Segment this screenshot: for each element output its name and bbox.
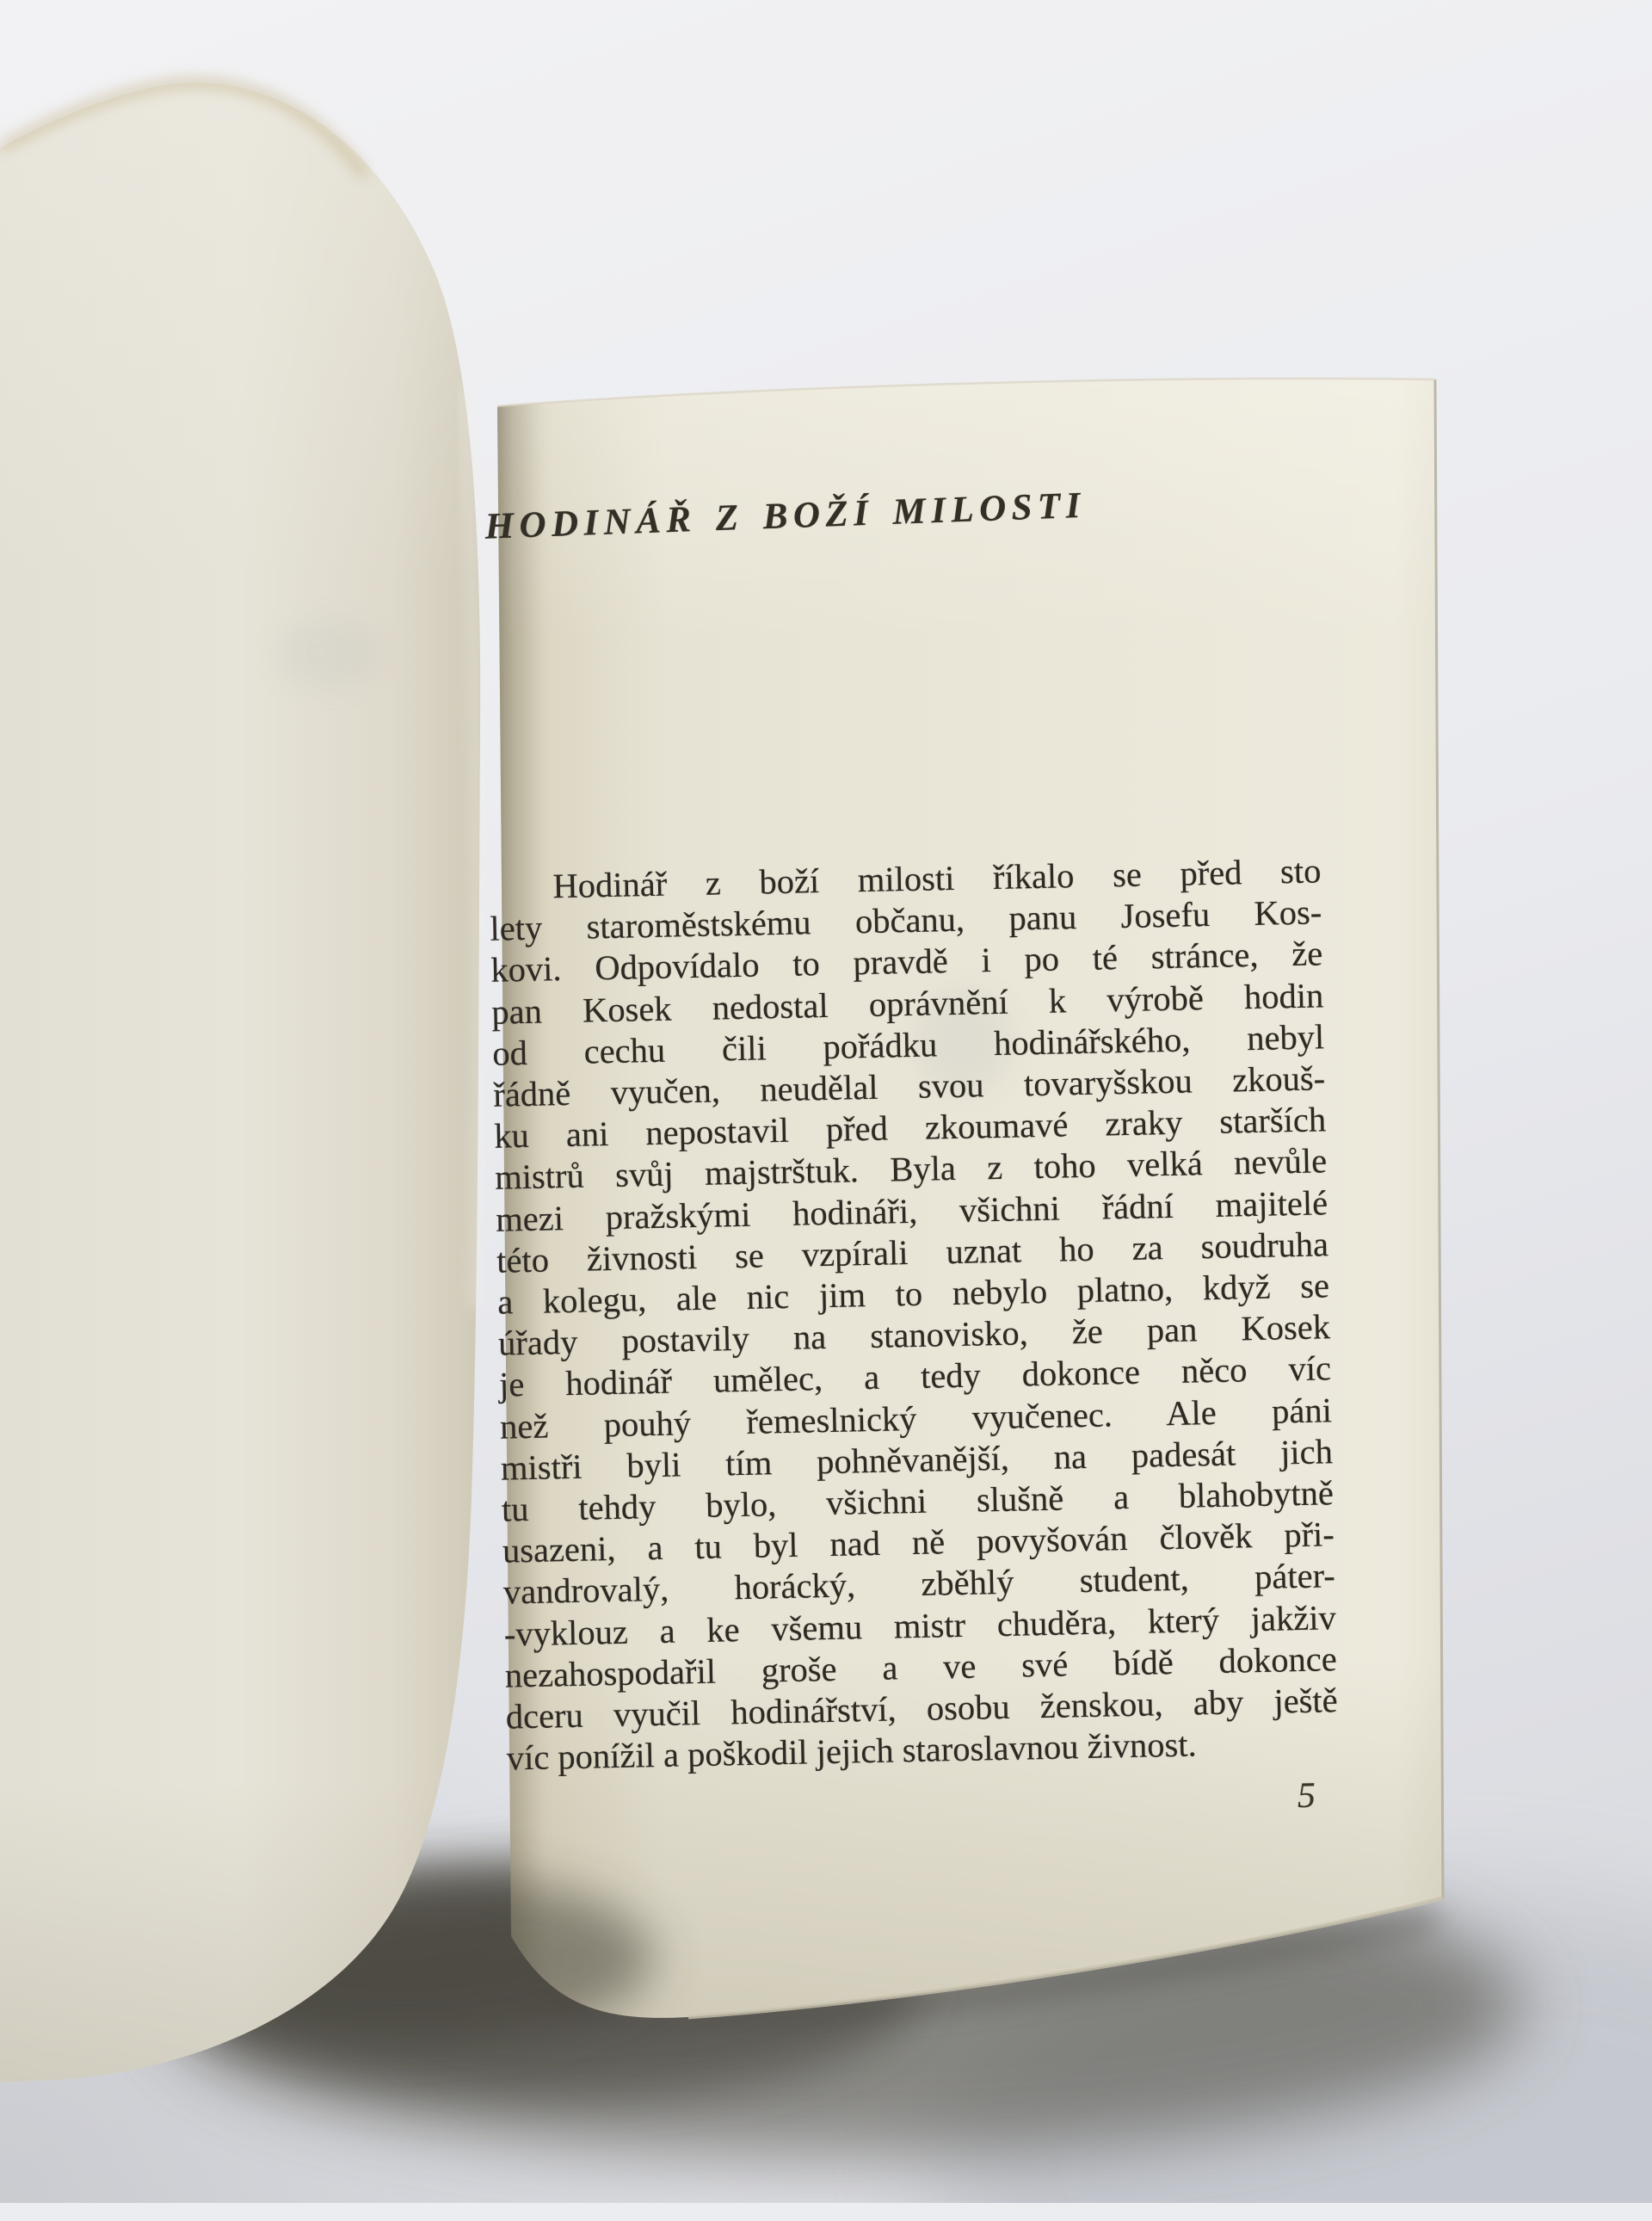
text-line: je hodinář umělec, a tedy dokonce něco víc <box>498 1348 1332 1405</box>
text-line: nezahospodařil groše a ve své bídě dokonce <box>504 1639 1338 1695</box>
text-line: usazeni, a tu byl nad ně povyšován člověk při- <box>502 1515 1335 1570</box>
curled-page-shading <box>0 83 480 2082</box>
text-line: mistrů svůj majstrštuk. Byla z toho velká nevůle <box>494 1141 1328 1198</box>
text-line: dceru vyučil hodinářství, osobu ženskou, aby ještě <box>505 1681 1339 1737</box>
page-number: 5 <box>1297 1775 1316 1817</box>
text-line: mistři byli tím pohněvanější, na padesát jich <box>500 1432 1334 1488</box>
text-line: vandrovalý, horácký, zběhlý student, páter- <box>502 1556 1336 1613</box>
text-line: ku ani nepostavil před zkoumavé zraky starších <box>493 1100 1327 1156</box>
right-page-shading <box>494 379 1443 2018</box>
text-line: této živnosti se vzpírali uznat ho za soudruha <box>496 1225 1329 1280</box>
text-line: od cechu čili pořádku hodinářského, nebyl <box>491 1017 1325 1073</box>
text-line: víc ponížil a poškodil jejich staroslavnou živnost. <box>506 1724 1198 1778</box>
text-line: úřady postavily na stanovisko, že pan Kosek <box>497 1307 1331 1363</box>
text-line: než pouhý řemeslnický vyučenec. Ale páni <box>499 1390 1333 1447</box>
text-line: Hodinář z boží milosti říkalo se před sto <box>552 851 1322 906</box>
text-line: a kolegu, ale nic jim to nebylo platno, když se <box>496 1266 1330 1322</box>
text-line: mezi pražskými hodináři, všichni řádní majitelé <box>495 1182 1328 1239</box>
page-showthrough-smudge <box>275 620 379 688</box>
text-line: kovi. Odpovídalo to pravdě i po té stránce, že <box>490 934 1323 990</box>
chapter-title: HODINÁŘ Z BOŽÍ MILOSTI <box>484 484 1087 547</box>
text-line: tu tehdy bylo, všichni slušně a blahobytně <box>501 1473 1335 1529</box>
text-line: -vyklouz a ke všemu mistr chuděra, který jakživ <box>503 1597 1337 1654</box>
page-showthrough-smudge <box>916 990 1011 1093</box>
text-line: řádně vyučen, neudělal svou tovaryšskou zkouš- <box>492 1058 1326 1114</box>
text-line: pan Kosek nedostal oprávnění k výrobě hodin <box>490 975 1324 1032</box>
text-line: lety staroměstskému občanu, panu Josefu Kos- <box>490 892 1322 948</box>
